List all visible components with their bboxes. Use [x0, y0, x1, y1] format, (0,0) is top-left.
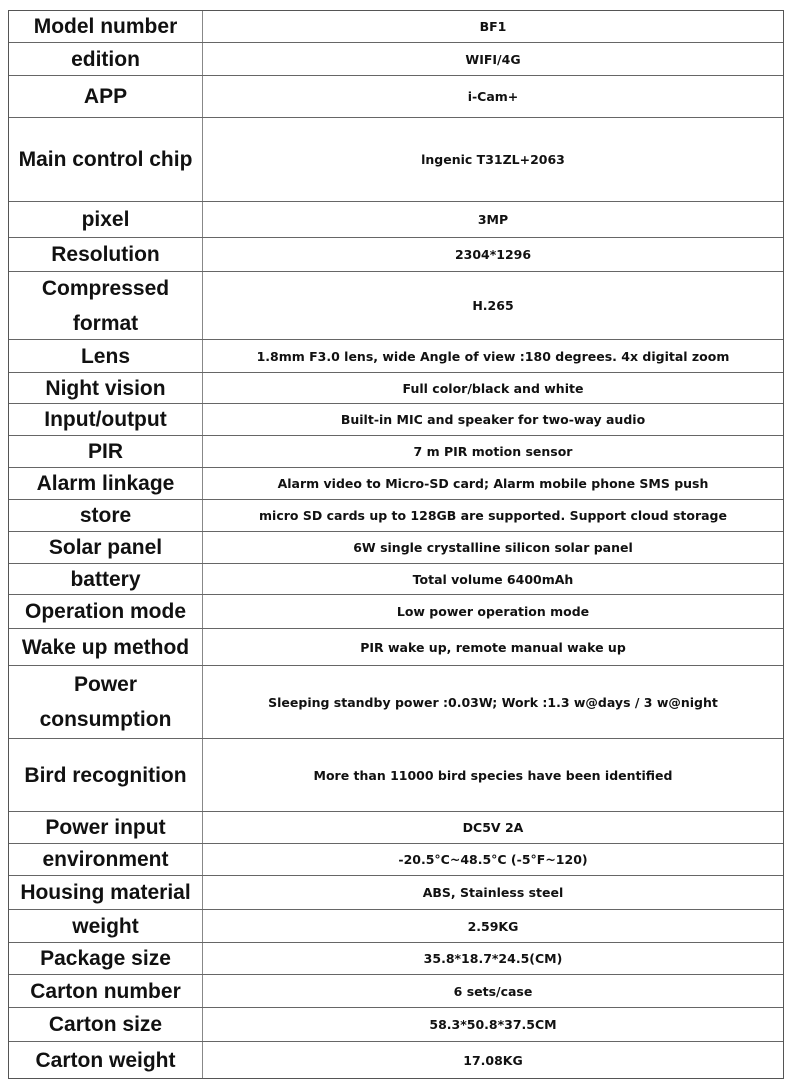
spec-value: 6 sets/case — [453, 983, 533, 999]
spec-value: Full color/black and white — [402, 380, 584, 396]
spec-row — [9, 942, 783, 974]
spec-row — [9, 117, 783, 201]
spec-row — [9, 339, 783, 372]
spec-value: More than 11000 bird species have been identified — [313, 767, 673, 783]
spec-row — [9, 237, 783, 271]
spec-label: Carton weight — [9, 1042, 203, 1078]
spec-value: 7 m PIR motion sensor — [413, 444, 573, 459]
spec-label: Compressed format — [9, 272, 203, 339]
spec-label: Bird recognition — [9, 739, 203, 811]
spec-label: Model number — [9, 11, 203, 42]
spec-value: WIFI/4G — [465, 51, 521, 67]
spec-label: Lens — [9, 340, 203, 372]
spec-row — [9, 628, 783, 665]
spec-row — [9, 467, 783, 499]
spec-label: Package size — [9, 943, 203, 974]
spec-value: ABS, Stainless steel — [422, 885, 564, 900]
spec-row — [9, 563, 783, 594]
spec-label: Housing material — [9, 876, 203, 909]
spec-label: store — [9, 500, 203, 531]
spec-value: 6W single crystalline silicon solar panel — [353, 540, 633, 555]
spec-value: DC5V 2A — [462, 820, 524, 835]
spec-row — [9, 201, 783, 237]
spec-value: 1.8mm F3.0 lens, wide Angle of view :180 degrees. 4x digital zoom — [256, 348, 730, 364]
spec-label: Wake up method — [9, 629, 203, 665]
spec-value: 35.8*18.7*24.5(CM) — [423, 951, 563, 966]
spec-label: environment — [9, 844, 203, 875]
spec-row — [9, 1041, 783, 1078]
spec-value: Built-in MIC and speaker for two-way audio — [340, 412, 646, 427]
spec-row — [9, 875, 783, 909]
spec-label: Solar panel — [9, 532, 203, 563]
spec-label: weight — [9, 910, 203, 942]
spec-value: -20.5°C~48.5°C (-5°F~120) — [398, 852, 588, 867]
spec-value: H.265 — [472, 298, 514, 313]
spec-value: 2.59KG — [467, 918, 519, 934]
spec-value: BF1 — [479, 19, 507, 34]
spec-value: i-Cam+ — [467, 89, 519, 104]
spec-label: Operation mode — [9, 595, 203, 628]
spec-label: Carton number — [9, 975, 203, 1007]
spec-label: Resolution — [9, 238, 203, 271]
spec-value: 2304*1296 — [454, 247, 532, 262]
spec-value: lngenic T31ZL+2063 — [421, 152, 565, 167]
spec-label: battery — [9, 564, 203, 594]
spec-value: Sleeping standby power :0.03W; Work :1.3 w@days / 3 w@night — [268, 694, 718, 710]
spec-label: Input/output — [9, 404, 203, 435]
spec-value: PIR wake up, remote manual wake up — [360, 639, 626, 655]
spec-value: Alarm video to Micro-SD card; Alarm mobile phone SMS push — [277, 476, 709, 491]
spec-row — [9, 271, 783, 339]
spec-row — [9, 974, 783, 1007]
spec-value: 58.3*50.8*37.5CM — [429, 1017, 557, 1032]
spec-row — [9, 403, 783, 435]
spec-table — [8, 10, 784, 1079]
spec-value: micro SD cards up to 128GB are supported. Support cloud storage — [259, 508, 727, 523]
spec-label: Power input — [9, 812, 203, 843]
spec-row — [9, 75, 783, 117]
spec-label: Main control chip — [9, 118, 203, 201]
spec-label: Night vision — [9, 373, 203, 403]
spec-row — [9, 372, 783, 403]
spec-value: 3MP — [477, 212, 509, 227]
spec-row — [9, 594, 783, 628]
spec-label: pixel — [9, 202, 203, 237]
spec-row — [9, 738, 783, 811]
spec-row — [9, 11, 783, 42]
spec-row — [9, 665, 783, 738]
spec-label: Power consumption — [9, 666, 203, 738]
spec-value: 17.08KG — [463, 1052, 523, 1068]
spec-label: edition — [9, 43, 203, 75]
spec-row — [9, 909, 783, 942]
spec-row — [9, 499, 783, 531]
spec-row — [9, 811, 783, 843]
spec-label: PIR — [9, 436, 203, 467]
spec-row — [9, 435, 783, 467]
spec-row — [9, 1007, 783, 1041]
spec-label: Alarm linkage — [9, 468, 203, 499]
spec-value: Total volume 6400mAh — [412, 571, 574, 587]
spec-row — [9, 843, 783, 875]
spec-label: APP — [9, 76, 203, 117]
spec-row — [9, 531, 783, 563]
spec-value: Low power operation mode — [396, 604, 590, 619]
spec-row — [9, 42, 783, 75]
spec-label: Carton size — [9, 1008, 203, 1041]
